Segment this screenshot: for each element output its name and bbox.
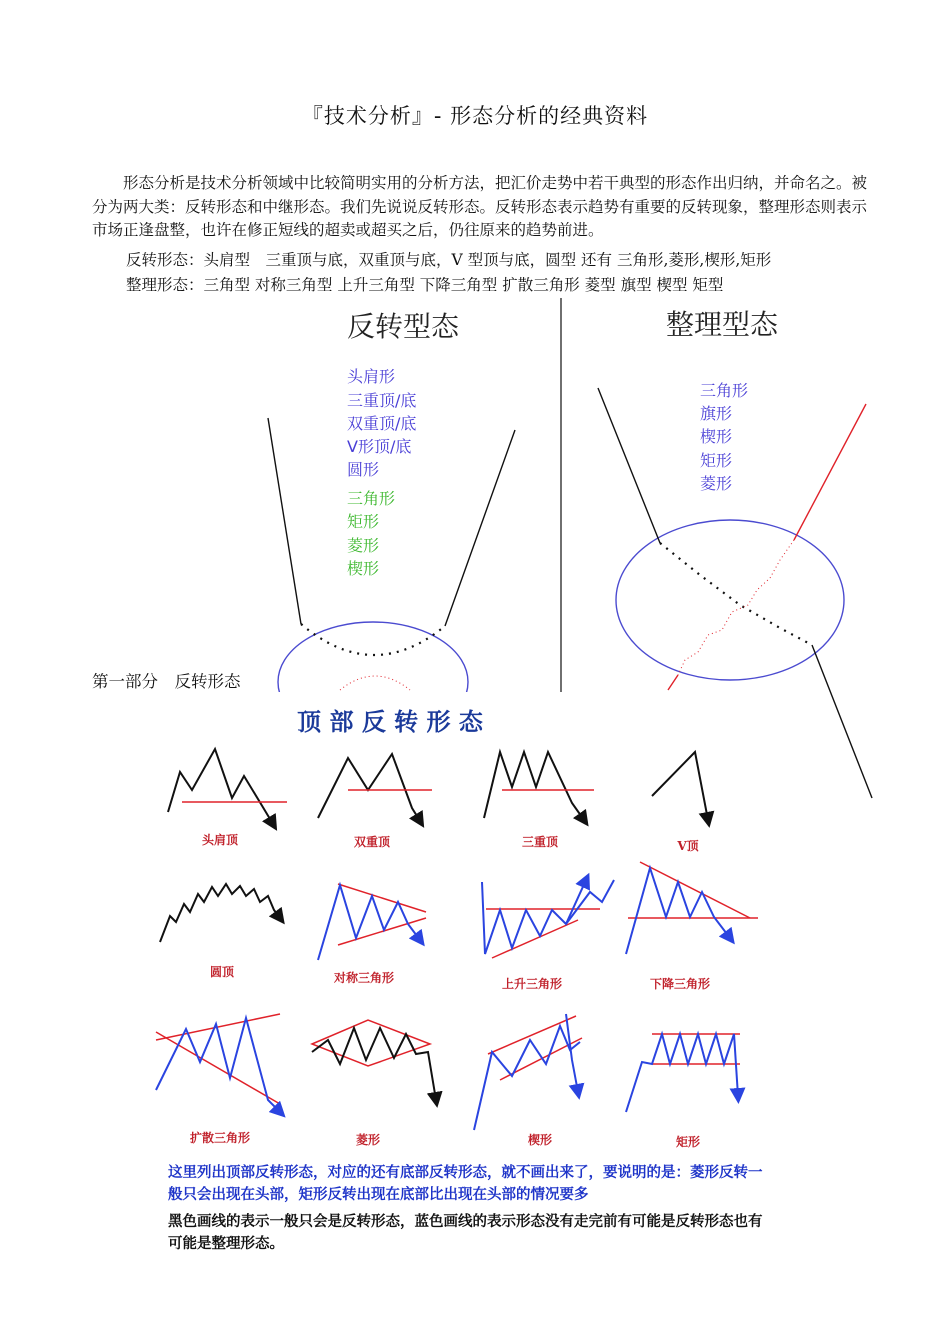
consolidation-list-item: 三角形 <box>700 381 749 400</box>
reversal-patterns-line: 反转形态：头肩型 三重顶与底，双重顶与底，V 型顶与底，圆型 还有 三角形,菱形,楔形,矩形 <box>126 251 772 269</box>
reversal-list-item: 菱形 <box>347 536 380 555</box>
downtrend-line <box>598 388 660 543</box>
intro-paragraph: 形态分析是技术分析领域中比较简明实用的分析方法，把汇价走势中若干典型的形态作出归纳，并命名之。被分为两大类：反转形态和中继形态。我们先说说反转形态。反转形态表示趋势有重要的反转现象，整理形态则表示市场正逢盘整，也许在修正短线的超卖或超买之后，仍往原来的趋势前进。 <box>92 174 868 239</box>
reversal-list-blue <box>347 367 416 479</box>
diagram-heading: 顶 部 反 转 形 态 <box>297 708 483 736</box>
reversal-list-item: 三重顶/底 <box>347 391 417 410</box>
pattern-label: 楔形 <box>527 1133 553 1147</box>
left-trend-line <box>268 418 301 624</box>
consolidation-heading: 整理型态 <box>665 308 779 341</box>
reversal-list-item: 矩形 <box>347 512 380 531</box>
pattern-label: 菱形 <box>355 1133 381 1147</box>
section-heading: 第一部分 反转形态 <box>92 672 241 691</box>
pattern-label: 三重顶 <box>521 835 559 849</box>
downtrend-continuation <box>812 645 872 798</box>
consolidation-patterns-line: 整理形态：三角型 对称三角型 上升三角型 下降三角型 扩散三角形 菱型 旗型 楔型 矩型 <box>126 276 724 294</box>
downtrend-dotted <box>660 543 812 645</box>
consolidation-list-item: 旗形 <box>700 404 733 423</box>
right-trend-line <box>445 430 515 626</box>
pattern-label: 扩散三角形 <box>189 1131 251 1145</box>
pattern-label: 上升三角形 <box>501 977 563 991</box>
reversal-list-item: 头肩形 <box>347 367 396 386</box>
consolidation-list-item: 楔形 <box>700 427 733 446</box>
pattern-label: 头肩顶 <box>201 833 239 847</box>
reversal-heading: 反转型态 <box>346 310 460 343</box>
note-blue: 这里列出顶部反转形态，对应的还有底部反转形态，就不画出来了，要说明的是：菱形反转一般只会出现在头部，矩形反转出现在底部比出现在头部的情况要多 <box>168 1164 763 1203</box>
reversal-dotted-path <box>301 624 445 655</box>
consolidation-ellipse <box>616 520 844 680</box>
uptrend-dotted <box>678 540 794 675</box>
uptrend-line <box>794 404 866 540</box>
note-black: 黑色画线的表示一般只会是反转形态，蓝色画线的表示形态没有走完前有可能是反转形态也有可能是整理形态。 <box>168 1213 763 1252</box>
pattern-label: 矩形 <box>675 1135 701 1149</box>
page-title: 『技术分析』- 形态分析的经典资料 <box>301 104 649 128</box>
uptrend-start <box>668 675 678 690</box>
consolidation-list-item: 菱形 <box>700 474 733 493</box>
reversal-list-item: 圆形 <box>347 460 380 479</box>
reversal-red-dotted-path <box>340 676 410 690</box>
reversal-list-item: 双重顶/底 <box>347 414 417 433</box>
pattern-label: 下降三角形 <box>649 977 711 991</box>
reversal-list-item: 楔形 <box>347 559 380 578</box>
reversal-list-item: 三角形 <box>347 489 396 508</box>
pattern-label: 圆顶 <box>209 965 235 979</box>
pattern-label: V顶 <box>677 839 699 853</box>
reversal-list-item: V形顶/底 <box>347 437 412 456</box>
consolidation-list-item: 矩形 <box>700 451 733 470</box>
pattern-label: 对称三角形 <box>333 971 395 985</box>
consolidation-list <box>700 381 748 493</box>
reversal-list-green <box>347 489 395 578</box>
pattern-label: 双重顶 <box>353 835 391 849</box>
